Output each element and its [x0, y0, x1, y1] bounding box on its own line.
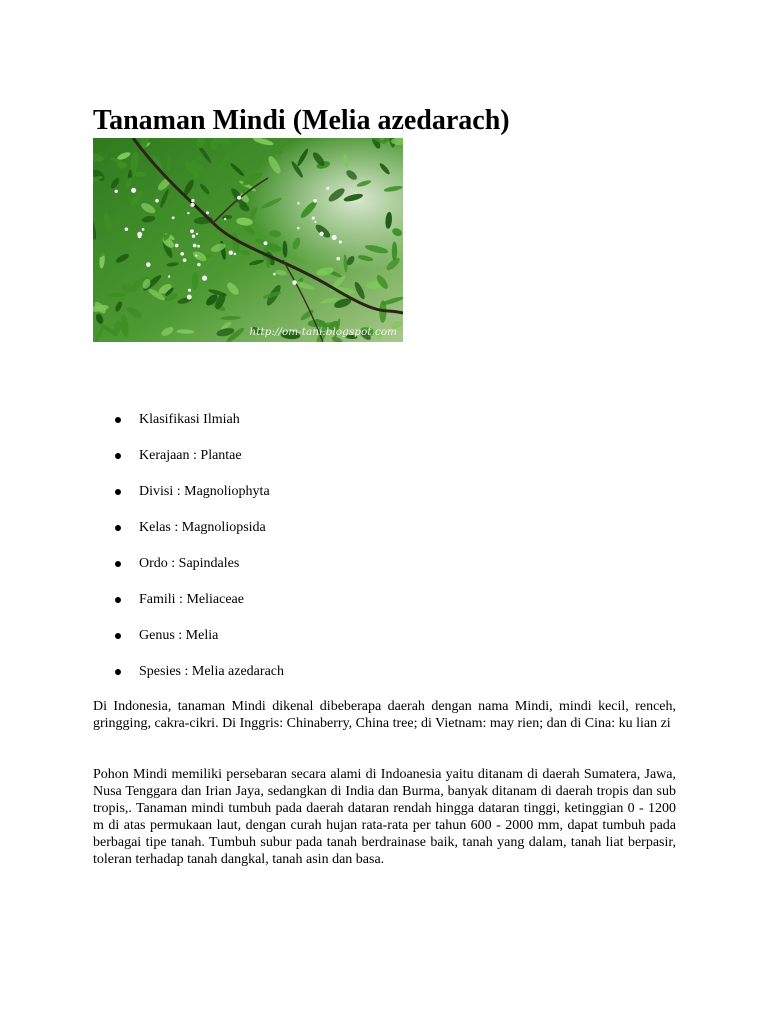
bullet-icon: [115, 525, 121, 531]
bullet-icon: [115, 669, 121, 675]
bullet-icon: [115, 417, 121, 423]
paragraph-distribution: Pohon Mindi memiliki persebaran secara alami di Indoanesia yaitu ditanam di daerah Sumatera, Jawa, Nusa Tenggara dan Irian Jaya, sedangkan di India dan Burma, banyak ditanam di daerah tropis dan sub tropis,. Tanaman mindi tumbuh pada daerah dataran rendah hingga dataran tinggi, ketinggian 0 - 1200 m di atas permukaan laut, dengan curah hujan rata-rata per tahun 600 - 2000 mm, dapat tumbuh pada berbagai tipe tanah. Tumbuh subur pada tanah berdrainase baik, tanah yang dalam, tanah liat berpasir, toleran terhadap tanah dangkal, tanah asin dan basa.: [93, 767, 676, 867]
bullet-icon: [115, 597, 121, 603]
bullet-icon: [115, 561, 121, 567]
classification-item: [93, 590, 284, 626]
classification-item: [93, 554, 284, 590]
classification-text: Famili : Meliaceae: [139, 592, 244, 607]
classification-text: Kerajaan : Plantae: [139, 448, 242, 463]
classification-item: [93, 518, 284, 554]
classification-text: Kelas : Magnoliopsida: [139, 520, 266, 535]
classification-list: [93, 410, 284, 698]
classification-item: [93, 482, 284, 518]
classification-item: [93, 662, 284, 698]
classification-item: [93, 446, 284, 482]
bullet-icon: [115, 633, 121, 639]
page-title: Tanaman Mindi (Melia azedarach): [93, 105, 510, 136]
bullet-icon: [115, 453, 121, 459]
bullet-icon: [115, 489, 121, 495]
classification-text: Klasifikasi Ilmiah: [139, 412, 240, 427]
classification-item: [93, 410, 284, 446]
classification-text: Ordo : Sapindales: [139, 556, 240, 571]
classification-item: [93, 626, 284, 662]
leaf-foliage-image: [93, 138, 403, 342]
paragraph-common-names: Di Indonesia, tanaman Mindi dikenal dibeberapa daerah dengan nama Mindi, mindi kecil, renceh, gringging, cakra-cikri. Di Inggris: Chinaberry, China tree; di Vietnam: may rien; dan di Cina: ku lian zi: [93, 699, 676, 731]
classification-text: Divisi : Magnoliophyta: [139, 484, 270, 499]
melia-tree-photo: [93, 138, 403, 342]
classification-text: Genus : Melia: [139, 628, 219, 643]
image-watermark: http://om-tani.blogspot.com: [249, 326, 397, 338]
classification-text: Spesies : Melia azedarach: [139, 664, 284, 679]
